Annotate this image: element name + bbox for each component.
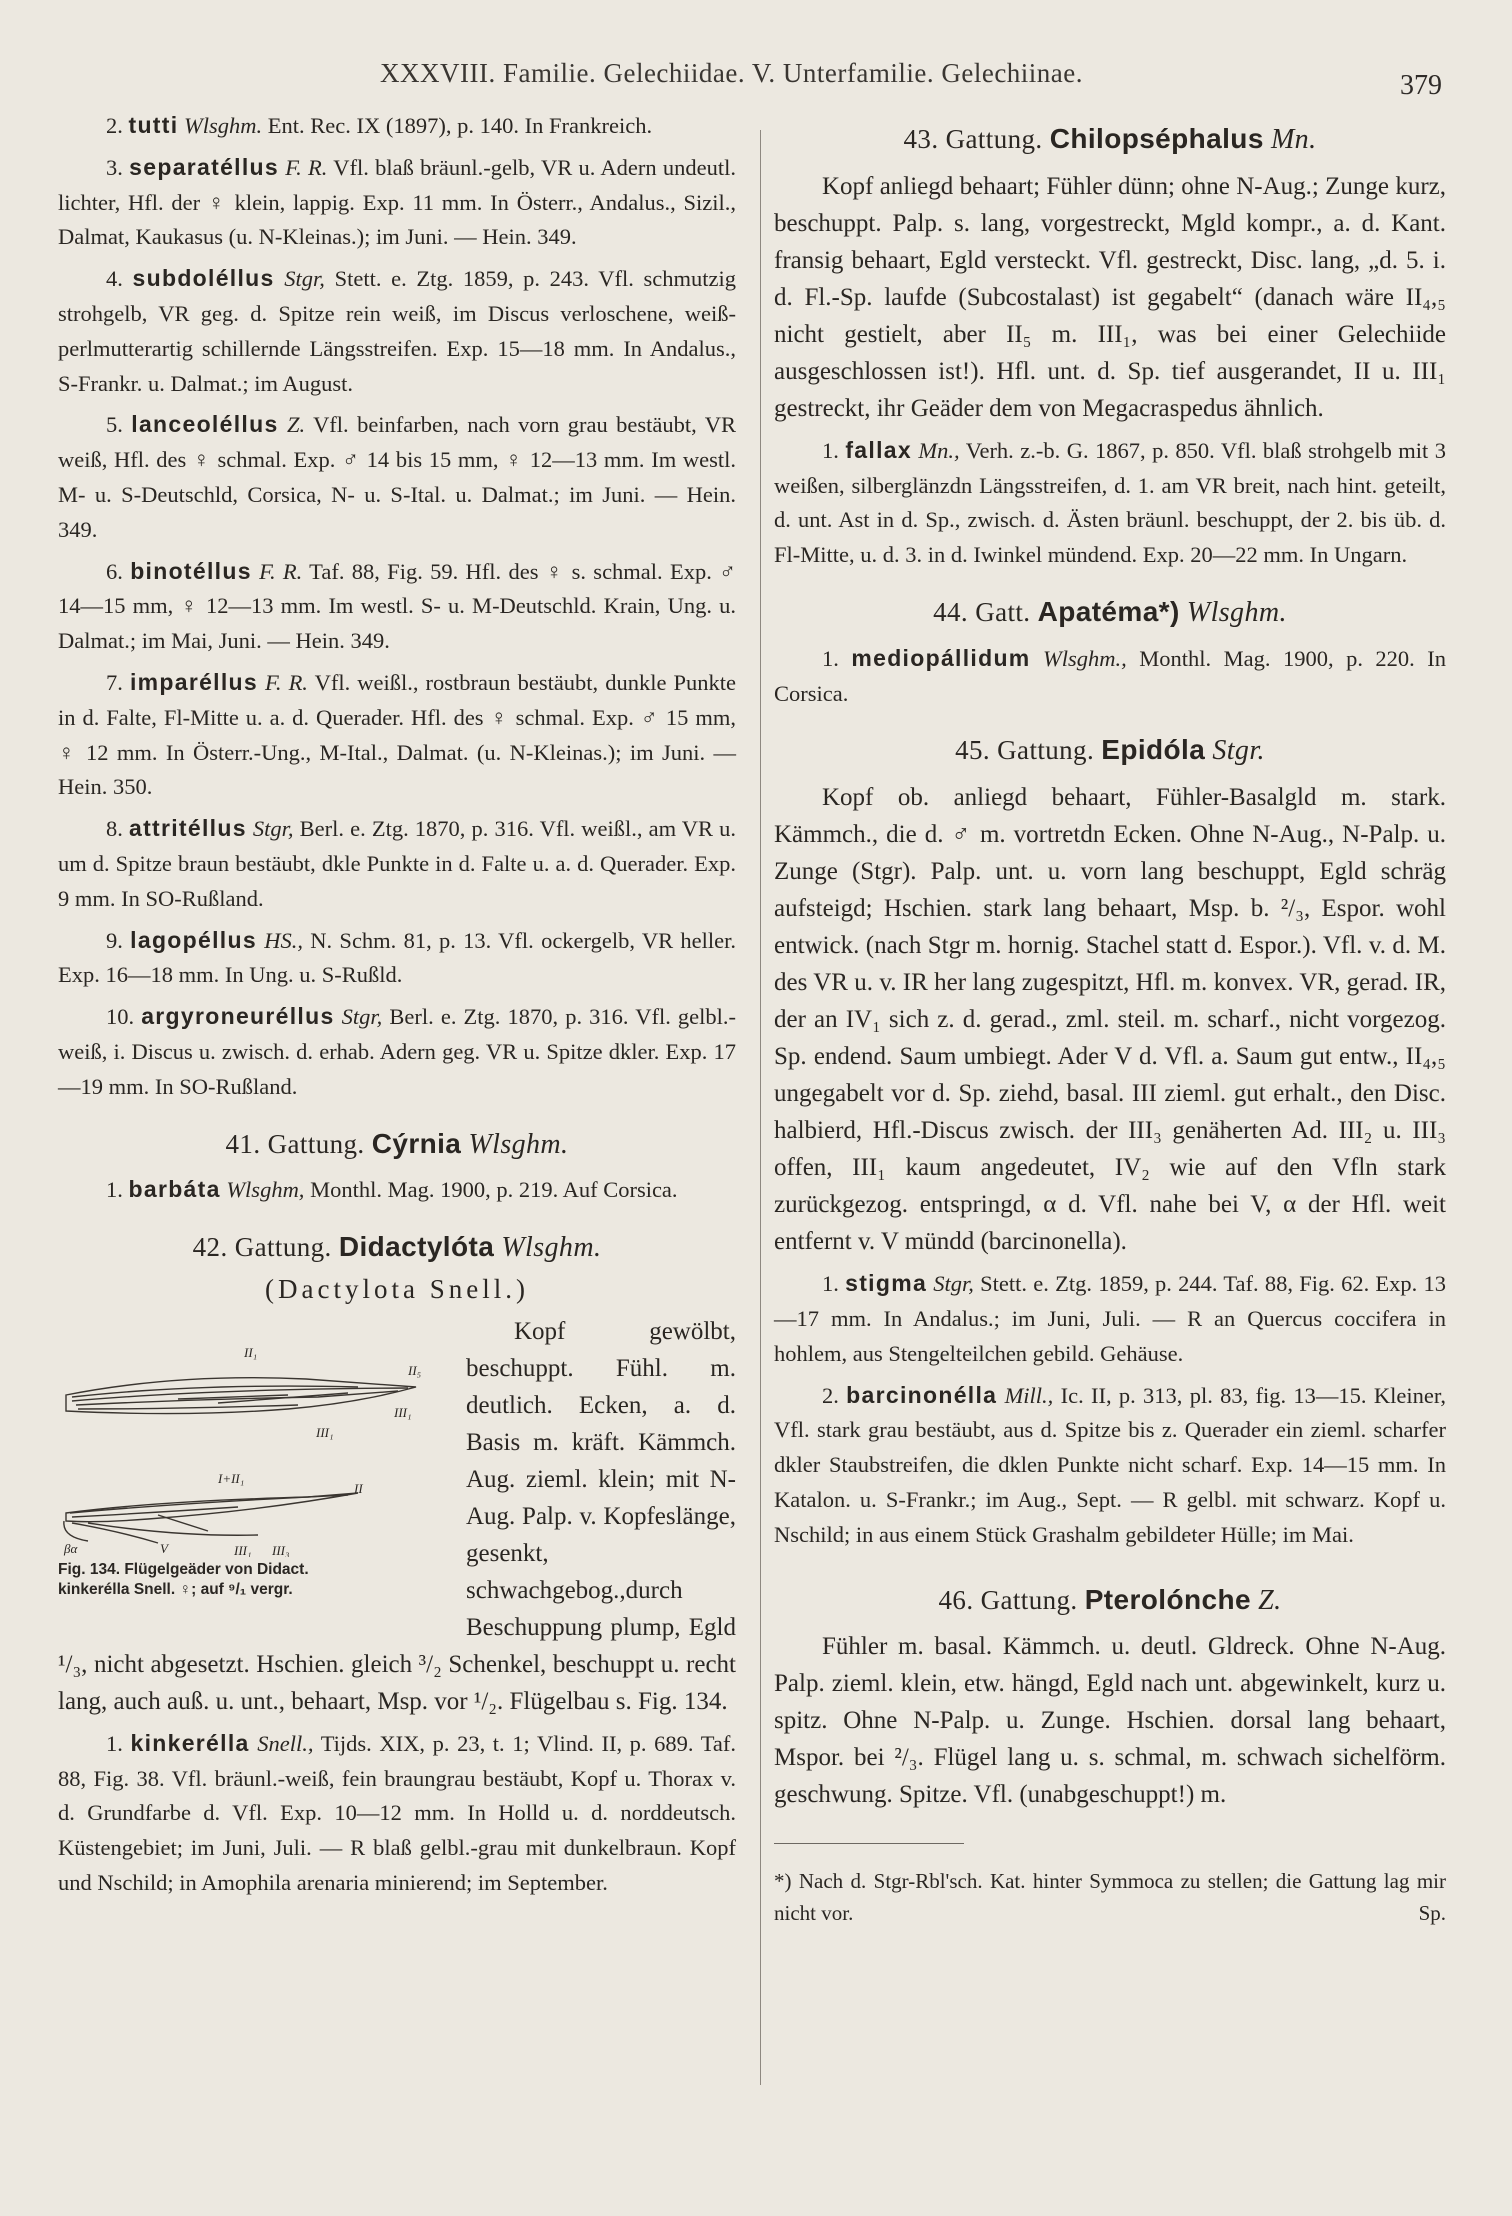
- figure-caption-line: Fig. 134. Flügelgeäder von Didact.: [58, 1560, 309, 1578]
- species-author: HS.,: [264, 927, 303, 953]
- species-name: binotéllus: [130, 557, 252, 584]
- footnote-text: *) Nach d. Stgr-Rbl'sch. Kat. hinter Symmoca zu stellen; die Gattung lag mir nicht vor.: [774, 1869, 1446, 1926]
- left-column: [58, 108, 736, 1907]
- species-author: F. R.: [259, 558, 303, 584]
- vein-label: βα: [64, 1540, 78, 1556]
- genus-heading-45: [774, 733, 1446, 769]
- entry-number: 7.: [106, 669, 123, 695]
- species-text: N. Schm. 81, p. 13. Vfl. ockergelb, VR heller. Exp. 16—18 mm. In Ung. u. S-Rußld.: [58, 927, 737, 988]
- species-entry: [58, 554, 736, 659]
- genus-name: Cýrnia: [371, 1127, 462, 1159]
- genus-author: Wlsghm.: [501, 1232, 602, 1264]
- species-entry: [58, 150, 736, 255]
- genus-description: Fühler m. basal. Kämmch. u. deutl. Gldreck. Ohne N-Aug. Palp. zieml. klein, etw. hängd, Egld nach unt. abgewinkelt, kurz u. spitz. Ohne N-Palp. u. Zunge. Hschien. dorsal lang behaart, Mspor. bei ²/₃. Flügel lang u. s. schmal, m. schwach sichelförm. geschwung. Spitze. Vfl. (unabgeschuppt!) m.: [774, 1633, 1446, 1809]
- species-text: Verh. z.-b. G. 1867, p. 850. Vfl. blaß strohgelb mit 3 weißen, silberglänzdn Längsstreifen, d. 1. am VR breit, nach hint. geteilt, d. unt. Ast in d. Sp., zwisch. d. Ästen bräunl. beschuppt, der 2. bis üb. d. Fl-Mitte, u. d. 3. in d. Iwinkel mündend. Exp. 20—22 mm. In Ungarn.: [774, 437, 1446, 568]
- species-name: lagopéllus: [130, 926, 257, 953]
- entry-number: 5.: [106, 412, 123, 438]
- genus-name: Didactylóta: [338, 1231, 495, 1263]
- entry-number: 2.: [106, 113, 123, 138]
- entry-number: 4.: [106, 266, 123, 292]
- genus-label: 45. Gattung.: [955, 735, 1095, 766]
- species-entry: [774, 433, 1446, 573]
- species-text: Vfl. weißl., rostbraun bestäubt, dunkle Punkte in d. Falte, Fl-Mitte u. a. d. Querader. Hfl. des ♀ schmal. Exp. ♂ 15 mm, ♀ 12 mm. In Österr.-Ung., M-Ital., Dalmat. (u. N-Kleinas.); im Juni. — Hein. 350.: [58, 669, 737, 800]
- vein-label: II: [354, 1480, 363, 1496]
- entry-number: 6.: [106, 558, 123, 584]
- genus-heading-46: [774, 1583, 1446, 1619]
- genus-synonym: (Dactylota Snell.): [265, 1273, 529, 1304]
- genus-author: Mn.: [1270, 124, 1317, 155]
- species-entry: [58, 1726, 736, 1901]
- species-author: Mn.,: [918, 437, 960, 463]
- footnote-signature: Sp.: [1418, 1901, 1446, 1926]
- species-text: Stett. e. Ztg. 1859, p. 244. Taf. 88, Fig. 62. Exp. 13—17 mm. In Andalus.; im Juni, Juli. — R an Quercus coccifera in hohlem, aus Stengelteilchen gebild. Gehäuse.: [774, 1271, 1447, 1366]
- species-author: Wlsghm,: [226, 1177, 305, 1203]
- species-entry: [58, 665, 736, 805]
- right-column: [774, 108, 1446, 1950]
- species-name: barcinonélla: [846, 1381, 998, 1408]
- entry-number: 1.: [106, 1177, 123, 1203]
- species-entry: [774, 1266, 1446, 1371]
- entry-number: 2.: [822, 1382, 839, 1408]
- species-name: tutti: [128, 112, 179, 138]
- genus-heading-42: [58, 1230, 736, 1266]
- figure-caption-line: kinkeréllа Snell. ♀; auf ⁹/₁ vergr.: [58, 1580, 293, 1598]
- entry-number: 3.: [106, 154, 123, 180]
- genus-description: Kopf ob. anliegd behaart, Fühler-Basalgld m. stark. Kämmch., die d. ♂ m. vortretdn Ecken. Ohne N-Aug., N-Palp. u. Zunge (Stgr). Palp. unt. u. vorn lang beschuppt, Egld schräg aufsteigd; Hschien. stark lang behaart, Msp. b. ²/₃, Espor. wohl entwick. (nach Stgr m. hornig. Stachel statt d. Espor.). Vfl. v. d. M. des VR u. v. IR her lang zugespitzt, Hfl. m. konvex. VR, gerad. IR, der an IV₁ sich z. d. gerad., zml. steil. m. scharf., nicht vorgezog. Sp. endend. Saum umbiegt. Ader V d. Vfl. a. Saum gut entw., II₄,₅ ungegabelt vor d. Sp. ziehd, basal. III zieml. gut erhalt., den Disc. halbierd, Hfl.-Discus zwisch. der III₃ genäherten Ad. III₂ u. III₃ offen, III₁ kaum angedeutet, IV₂ wie auf den Vfln stark zurückgezog. entspringd, α d. Vfl. nahe bei V, α der Hfl. weit entfernt v. V mündd (barcinonella).: [774, 784, 1446, 1256]
- species-author: F. R.: [285, 154, 328, 180]
- vein-label: III₃: [272, 1542, 290, 1557]
- species-entry: [774, 1378, 1446, 1553]
- species-name: stigma: [845, 1270, 928, 1297]
- vein-label: II₅: [408, 1362, 422, 1378]
- wing-venation-drawing: [58, 1317, 456, 1557]
- species-name: fallax: [845, 436, 912, 463]
- genus-author: Wlsghm.: [1186, 596, 1287, 628]
- species-entry: [58, 261, 736, 401]
- genus-heading-43: [774, 122, 1446, 158]
- species-author: Z.: [286, 412, 306, 438]
- species-text: Tijds. XIX, p. 23, t. 1; Vlind. II, p. 689. Taf. 88, Fig. 38. Vfl. bräunl.-weiß, fein braungrau bestäubt, Kopf u. Thorax v. d. Grundfarbe d. Vfl. Exp. 10—12 mm. In Holld u. d. norddeutsch. Küstengebiet; im Juni, Juli. — R blaß gelbl.-grau mit dunkelbraun. Kopf und Nschild; in Amophila arenaria minierend; im September.: [58, 1730, 737, 1895]
- genus-author: Z.: [1258, 1584, 1282, 1616]
- genus-label: 44. Gatt.: [933, 596, 1031, 627]
- species-author: Snell.,: [257, 1730, 314, 1756]
- species-name: imparéllus: [129, 668, 258, 695]
- species-author: Stgr,: [933, 1271, 974, 1297]
- genus-description: Kopf anliegd behaart; Fühler dünn; ohne N-Aug.; Zunge kurz, beschuppt. Palp. s. lang, vorgestreckt, Mgld kompr., a. d. Kant. fransig behaart, Egld versteckt. Vfl. gestreckt, Disc. lang, „d. 5. i. d. Fl.-Sp. laufde (Subcostalast) ist gegabelt“ (danach wäre II₄,₅ nicht gestielt, aber II₅ m. III₁, was bei einer Gelechiide ausgeschlossen ist!). Hfl. unt. d. Sp. tief ausgerandet, II u. III₁ gestreckt, ihr Geäder dem von Megacraspedus ähnlich.: [774, 172, 1446, 422]
- footnote: [774, 1865, 1446, 1929]
- entry-number: 10.: [106, 1004, 135, 1030]
- genus-name: Apatéma*): [1037, 595, 1180, 627]
- entry-number: 1.: [822, 437, 839, 463]
- species-name: mediopállidum: [851, 644, 1031, 671]
- wing-venation-figure: [58, 1317, 456, 1622]
- species-author: F. R.: [265, 669, 308, 695]
- figure-caption: [58, 1560, 456, 1600]
- species-entry: [58, 811, 736, 916]
- entry-number: 1.: [822, 645, 839, 671]
- species-text: Monthl. Mag. 1900, p. 220. In Corsica.: [774, 645, 1447, 706]
- genus-author: Stgr.: [1212, 735, 1265, 767]
- species-entry: [58, 407, 736, 547]
- species-entry: [58, 108, 736, 144]
- species-entry: [774, 641, 1446, 712]
- genus-name: Pterolónche: [1084, 1583, 1251, 1615]
- species-text: Ic. II, p. 313, pl. 83, fig. 13—15. Kleiner, Vfl. stark grau bestäubt, aus d. Spitze bis z. Querader ein zieml. scharfer dkler Staubstreifen, die dklen Punkte nicht scharf. Exp. 14—15 mm. In Katalon. u. S-Frankr.; im Aug., Sept. — R gelbl. mit schwarz. Kopf u. Nschild; in aus einem Stück Grashalm gebildeter Hülle; im Mai.: [774, 1382, 1447, 1547]
- species-name: subdoléllus: [132, 265, 275, 292]
- species-text: Vfl. blaß bräunl.-gelb, VR u. Adern undeutl. lichter, Hfl. der ♀ klein, lappig. Exp. 11 mm. In Österr., Andalus., Sizil., Dalmat, Kaukasus (u. N-Kleinas.); im Juni. — Hein. 349.: [58, 154, 737, 250]
- running-head: XXXVIII. Familie. Gelechiidae. V. Unterfamilie. Gelechiinae.: [380, 58, 1084, 88]
- entry-number: 1.: [822, 1271, 839, 1297]
- vein-label: III₁: [234, 1542, 252, 1557]
- footnote-rule: [774, 1843, 964, 1844]
- genus-label: 42. Gattung.: [192, 1232, 332, 1263]
- genus-description: Kopf gewölbt, beschuppt. Fühl. m. deutlich. Ecken, a. d. Basis m. kräft. Kämmch. Aug. zieml. klein; mit N-Aug. Palp. v. Kopfeslänge, gesenkt, schwachgebog.,durch Beschuppung plump, Egld ¹/₃, nicht abgesetzt. Hschien. gleich ³/₂ Schenkel, beschuppt u. recht lang, auch auß. u. unt., behaart, Msp. vor ¹/₂. Flügelbau s. Fig. 134.: [58, 1317, 736, 1715]
- species-name: lanceoléllus: [131, 411, 279, 438]
- vein-label: II₁: [244, 1344, 258, 1360]
- genus-label: 41. Gattung.: [225, 1128, 365, 1159]
- genus-heading-44: [774, 595, 1446, 631]
- species-author: Stgr,: [284, 266, 325, 292]
- species-author: Wlsghm.: [184, 113, 263, 138]
- vein-label: I+II₁: [218, 1470, 245, 1486]
- vein-label: V: [160, 1540, 168, 1556]
- vein-label: III₁: [316, 1424, 334, 1440]
- genus-heading-41: [58, 1127, 736, 1163]
- species-author: Stgr,: [252, 816, 294, 842]
- entry-number: 1.: [106, 1730, 123, 1756]
- page-number: 379: [1400, 70, 1442, 101]
- entry-number: 8.: [106, 816, 123, 842]
- species-entry: [58, 923, 736, 994]
- entry-number: 9.: [106, 927, 123, 953]
- species-name: separatéllus: [129, 153, 279, 180]
- genus-author: Wlsghm.: [468, 1128, 569, 1160]
- species-text: Berl. e. Ztg. 1870, p. 316. Vfl. weißl., am VR u. um d. Spitze braun bestäubt, dkle Punkte in d. Falte u. a. d. Querader. Exp. 9 mm. In SO-Rußland.: [58, 816, 737, 911]
- species-entry: [58, 1172, 736, 1208]
- species-name: attritéllus: [128, 815, 247, 842]
- species-text: Monthl. Mag. 1900, p. 219. Auf Corsica.: [310, 1177, 678, 1203]
- species-entry: [58, 999, 736, 1104]
- species-author: Wlsghm.,: [1043, 645, 1127, 671]
- genus-name: Epidóla: [1101, 734, 1206, 766]
- column-divider: [760, 130, 761, 2085]
- species-text: Ent. Rec. IX (1897), p. 140. In Frankreich.: [267, 113, 653, 138]
- species-name: barbáta: [128, 1176, 221, 1203]
- genus-label: 43. Gattung.: [903, 124, 1043, 154]
- genus-label: 46. Gattung.: [938, 1584, 1078, 1615]
- species-name: argyroneuréllus: [141, 1003, 335, 1030]
- species-text: Taf. 88, Fig. 59. Hfl. des ♀ s. schmal. Exp. ♂ 14—15 mm, ♀ 12—13 mm. Im westl. S- u. M-Deutschld. Krain, Ung. u. Dalmat.; im Mai, Juni. — Hein. 349.: [58, 558, 737, 654]
- species-author: Mill.,: [1004, 1382, 1054, 1408]
- vein-label: III₁: [394, 1404, 412, 1420]
- species-text: Vfl. beinfarben, nach vorn grau bestäubt, VR weiß, Hfl. des ♀ schmal. Exp. ♂ 14 bis 15 mm, ♀ 12—13 mm. Im westl. M- u. S-Deutschld, Corsica, N- u. S-Ital. u. Dalmat.; im Juni. — Hein. 349.: [58, 412, 736, 542]
- genus-name: Chilopséphalus: [1049, 123, 1264, 154]
- species-name: kinkeréllа: [130, 1729, 250, 1756]
- species-text: Berl. e. Ztg. 1870, p. 316. Vfl. gelbl.-weiß, i. Discus u. zwisch. d. erhab. Adern geg. VR u. Spitze dkler. Exp. 17—19 mm. In SO-Rußland.: [58, 1004, 737, 1099]
- species-author: Stgr,: [341, 1004, 383, 1030]
- species-text: Stett. e. Ztg. 1859, p. 243. Vfl. schmutzig strohgelb, VR geg. d. Spitze rein weiß, im Discus verloschene, weiß-perlmutterartig schillernde Längsstreifen. Exp. 15—18 mm. In Andalus., S-Frankr. u. Dalmat.; im August.: [58, 266, 737, 396]
